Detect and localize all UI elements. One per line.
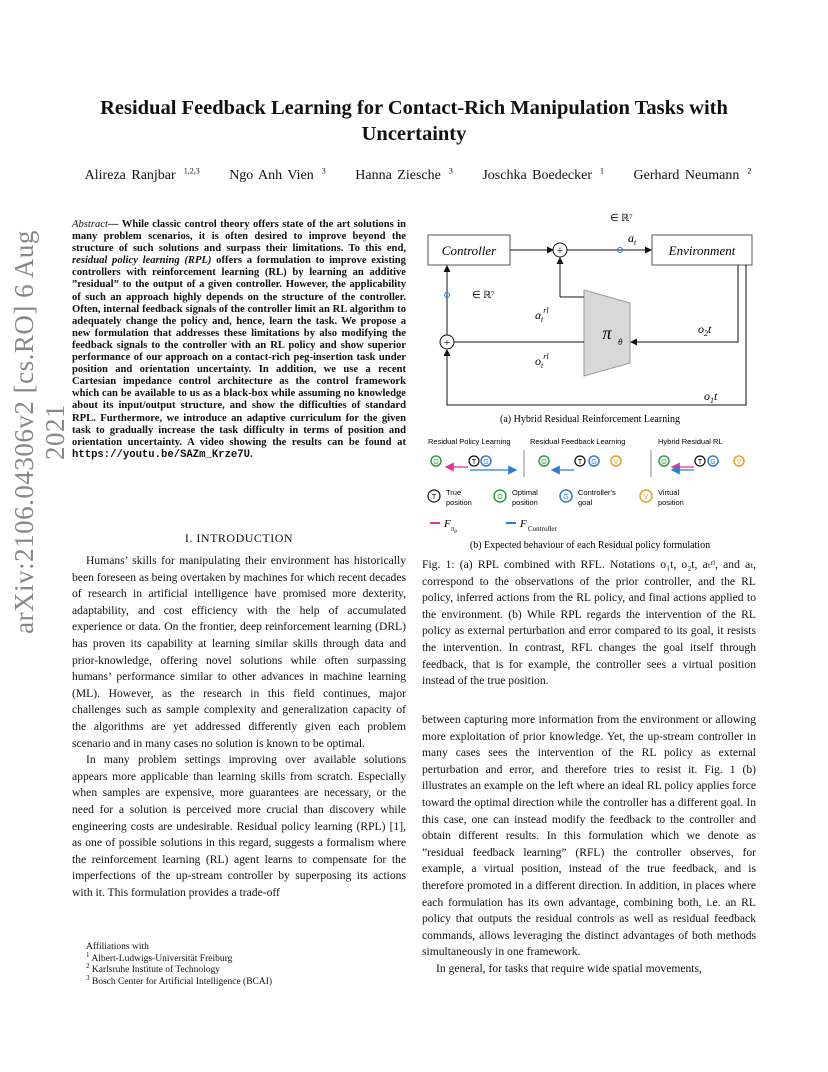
subcaption-a: (a) Hybrid Residual Reinforcement Learning xyxy=(500,414,680,425)
svg-text:position: position xyxy=(658,498,684,507)
subcaption-b: (b) Expected behaviour of each Residual policy formulation xyxy=(469,540,711,551)
svg-text:Hybrid Residual RL: Hybrid Residual RL xyxy=(658,437,723,446)
svg-text:position: position xyxy=(446,498,472,507)
svg-text:T: T xyxy=(577,459,583,466)
svg-text:+: + xyxy=(443,337,451,349)
svg-text:O: O xyxy=(541,459,547,466)
svg-text:θ: θ xyxy=(618,337,623,347)
controller-label: Controller xyxy=(441,243,497,258)
svg-text:∈ ℝ⁷: ∈ ℝ⁷ xyxy=(610,213,633,224)
svg-text:V: V xyxy=(643,494,649,501)
svg-text:V: V xyxy=(736,459,742,466)
svg-text:G: G xyxy=(591,459,597,466)
section-heading: I. INTRODUCTION xyxy=(184,531,294,545)
svg-text:G: G xyxy=(483,459,489,466)
rfl-panel xyxy=(539,456,621,470)
svg-text:otrl: $o_t^{rl}$ xyxy=(535,352,549,370)
svg-text:position: position xyxy=(512,498,538,507)
rpl-panel xyxy=(431,456,516,470)
author: Alireza Ranjbar $^{1,2,3}$ xyxy=(84,166,200,183)
intro-text xyxy=(72,553,406,901)
svg-text:at: $a_t$ xyxy=(628,231,637,247)
svg-text:O: O xyxy=(433,459,439,466)
affiliations: Affiliations with $^1$ Albert-Ludwigs-Universität Freiburg $^2$ Karlsruhe Institute of Technology $^3$ Bosch Center for Artificial Intelligence (BCAI) xyxy=(86,942,273,987)
environment-label: Environment xyxy=(668,243,736,258)
svg-text:Virtual: Virtual xyxy=(658,488,680,497)
svg-text:Controller: Controller xyxy=(528,525,557,533)
legend xyxy=(428,488,684,507)
svg-text:T: T xyxy=(471,459,477,466)
svg-text:Residual Feedback Learning: Residual Feedback Learning xyxy=(530,437,626,446)
svg-text:+: + xyxy=(556,245,564,257)
author: Gerhard Neumann $^2$ xyxy=(633,166,752,183)
svg-text:True: True xyxy=(446,488,462,497)
figure-caption: Fig. 1: (a) RPL combined with RFL. Notations o₁t, o₂t, aₜʳˡ, and aₜ, correspond to the observations of the prior controller, and the RL policy, inferred actions from the RL policy, and final actions applied to the environment. (b) While RPL regards the intervention of the RL policy as external perturbation and error compared to its goal, it resists the intervention. In contrast, RFL changes the goal itself through feedback, that is for example, the controller sees a virtual position instead of the true position. xyxy=(422,558,756,688)
svg-text:T: T xyxy=(431,494,437,501)
abstract: Abstract— While classic control theory offers state of the art solutions in many problem scenarios, it is often desired to improve beyond the structure of such solutions and surpass their limitations. To this end, residual policy learning (RPL) offers a formulation to improve existing controllers with reinforcement learning (RL) by learning an additive ”residual” to the output of a given controller. However, the applicability of such an approach highly depends on the structure of the controller. Often, internal feedback signals of the controller limit an RL algorithm to adequately change the policy and, hence, learn the task. We propose a new formulation that addresses these limitations by also modifying the feedback signals to the controller with an RL policy and show superior performance of our approach on a contact-rich peg-insertion task under position and orientation uncertainty. In addition, we use a recent Cartesian impedance control architecture as the control framework which can be available to us as a black-box while assuming no knowledge about its input/output structure, and show the difficulties of standard RPL. Furthermore, we introduce an adaptive curriculum for the given task to gradually increase the task difficulty in terms of position and orientation uncertainty. A video showing the results can be found at https://youtu.be/SAZm_Krze7U. xyxy=(72,219,406,461)
paper-title: Residual Feedback Learning for Contact-Rich Manipulation Tasks with Uncertainty xyxy=(100,97,728,145)
paragraph: Humans’ skills for manipulating their environment has historically been foreseen as being overtaken by machines for which recent decades of research in artificial intelligence have promised more dexterity, adaptability, and cost efficiency with the help of accumulated experience or data. On the frontier, deep reinforcement learning (DRL) has proven its capability at learning similar skills through data and prior-knowledge, offering novel solutions while often surpassing humans’ performance similar to other advances in machine learning (ML). However, as the research in this field continues, major challenges such as sample complexity and generalization capacity of the algorithms are yet addressed differently given each problem scenario and in many cases no solution is known to be optimal. xyxy=(72,554,406,750)
svg-text:G: G xyxy=(710,459,716,466)
svg-text:o2t: $o_2t$ xyxy=(698,322,712,338)
svg-text:goal: goal xyxy=(578,498,593,507)
svg-text:O: O xyxy=(497,494,503,501)
paragraph: In general, for tasks that require wide spatial movements, xyxy=(436,961,702,975)
paragraph: In many problem settings improving over available solutions appears more applicable than learning skills from scratch. Especially when samples are expensive, more guarantees are necessary, or the need for a solution is perceived more crucial than discovery while engineering costs are undesirable. Residual policy learning (RPL) [1], as one of possible solutions in this regard, suggests a formalism where the reinforcement learning (RL) agent learns to compensate for the imperfections of the up-stream controller by superposing its actions with it. This formulation provides a trade-off xyxy=(72,753,406,899)
svg-text:Fπθ: $F_\pi\theta$ xyxy=(444,518,457,535)
figure-1 xyxy=(422,205,762,555)
svg-text:O: O xyxy=(661,459,667,466)
abstract-label: Abstract xyxy=(72,219,108,230)
video-link[interactable]: https://youtu.be/SAZm_Krze7U xyxy=(72,448,251,461)
paragraph: between capturing more information from the environment or allowing more exploitation of prior knowledge. Yet, the up-stream controller in many cases sees the intervention of the RL policy as external perturbation and error, and therefore tries to resist it. Fig. 1 (b) illustrates an example on the left where an ideal RL policy applies force toward the optimal direction while the controller has a different goal. In this case, one can instead modify the feedback to the controller and obtain different results. In this formulation which we denote as ”residual feedback learning” (RFL) the controller observes, for example, a virtual position, instead of the true feedback, and is therefore promoted in a different direction. In addition, in places where each formulation has its own advantage, combining both, i.e. an RL policy that outputs the residual controls as well as residual feedback commands, allows leveraging the distinct advantages of both methods simultaneously in one framework. xyxy=(422,713,756,959)
svg-text:G: G xyxy=(563,494,569,501)
svg-text:atrl: $a_t^{rl}$ xyxy=(535,306,549,324)
hybrid-panel xyxy=(659,456,744,470)
svg-text:F: F xyxy=(520,518,527,530)
right-column-text xyxy=(422,712,756,978)
author: Ngo Anh Vien $^3$ xyxy=(229,166,326,183)
svg-text:o1t: $o_1t$ xyxy=(704,389,718,405)
author-list xyxy=(60,168,768,184)
author: Joschka Boedecker $^1$ xyxy=(482,166,605,183)
svg-text:∈ ℝ⁷: ∈ ℝ⁷ xyxy=(472,290,495,301)
svg-text:V: V xyxy=(613,459,619,466)
svg-text:Optimal: Optimal xyxy=(512,488,538,497)
arxiv-sidebar-id: arXiv:2106.04306v2 [cs.RO] 6 Aug 2021 xyxy=(9,230,70,634)
svg-text:Residual Policy Learning: Residual Policy Learning xyxy=(428,437,511,446)
svg-text:π: π xyxy=(602,323,612,343)
svg-text:T: T xyxy=(697,459,703,466)
svg-text:Controller's: Controller's xyxy=(578,488,616,497)
author: Hanna Ziesche $^3$ xyxy=(355,166,453,183)
